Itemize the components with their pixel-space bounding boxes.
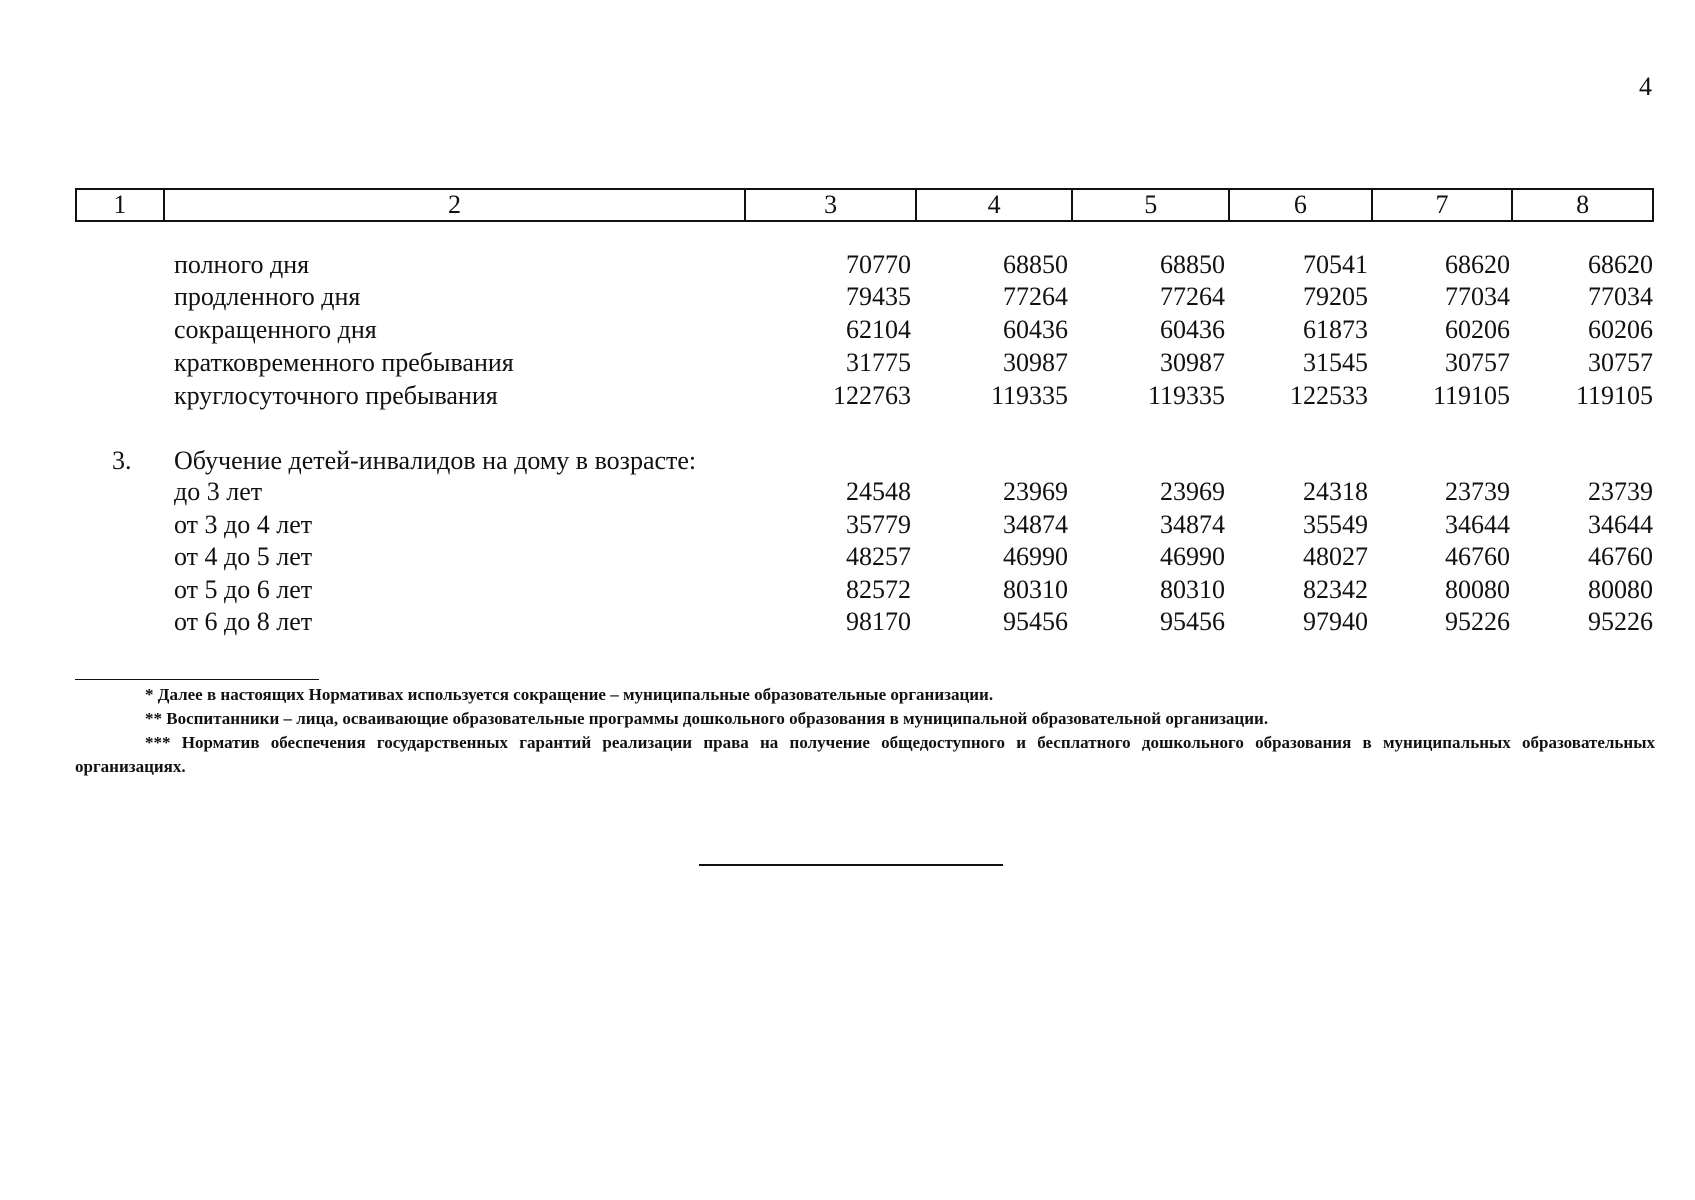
value-col-4: 60436 (1003, 315, 1068, 344)
row-label: до 3 лет (174, 477, 263, 506)
value-col-7: 119105 (1432, 381, 1510, 410)
section-heading-row (0, 445, 1695, 477)
value-col-5: 68850 (1160, 250, 1225, 279)
table-row (0, 249, 1695, 281)
value-col-6: 31545 (1303, 348, 1368, 377)
value-col-3: 62104 (846, 315, 911, 344)
header-col-1: 1 (77, 190, 165, 220)
value-col-5: 80310 (1160, 575, 1225, 604)
table-row (0, 541, 1695, 573)
table-row (0, 347, 1695, 379)
value-col-6: 48027 (1303, 542, 1368, 571)
value-col-8: 34644 (1588, 510, 1653, 539)
value-col-8: 77034 (1588, 282, 1653, 311)
footnotes (75, 683, 1655, 779)
header-col-7: 7 (1373, 190, 1514, 220)
value-col-4: 95456 (1003, 607, 1068, 636)
table-row (0, 281, 1695, 313)
value-col-5: 34874 (1160, 510, 1225, 539)
footnote-1: * Далее в настоящих Нормативах используется сокращение – муниципальные образовательные организации. (145, 685, 994, 704)
row-label: от 6 до 8 лет (174, 607, 313, 636)
table-row (0, 380, 1695, 412)
row-label: от 3 до 4 лет (174, 510, 313, 539)
value-col-4: 68850 (1003, 250, 1068, 279)
value-col-6: 70541 (1303, 250, 1368, 279)
value-col-7: 68620 (1445, 250, 1510, 279)
value-col-7: 80080 (1445, 575, 1510, 604)
value-col-3: 31775 (846, 348, 911, 377)
footnote-divider (75, 679, 319, 680)
header-col-8: 8 (1576, 190, 1590, 219)
value-col-8: 46760 (1588, 542, 1653, 571)
value-col-4: 46990 (1003, 542, 1068, 571)
value-col-6: 97940 (1303, 607, 1368, 636)
value-col-5: 30987 (1160, 348, 1225, 377)
value-col-8: 80080 (1588, 575, 1653, 604)
footnote-2: ** Воспитанники – лица, осваивающие образовательные программы дошкольного образования в муниципальной образовательной организации. (145, 709, 1269, 728)
value-col-6: 35549 (1303, 510, 1368, 539)
value-col-8: 68620 (1588, 250, 1653, 279)
table-row (0, 509, 1695, 541)
value-col-7: 34644 (1445, 510, 1510, 539)
table-row (0, 476, 1695, 508)
value-col-4: 119335 (990, 381, 1068, 410)
header-col-5: 5 (1073, 190, 1230, 220)
value-col-4: 23969 (1003, 477, 1068, 506)
value-col-3: 98170 (846, 607, 911, 636)
value-col-5: 119335 (1147, 381, 1225, 410)
value-col-8: 95226 (1588, 607, 1653, 636)
row-label: кратковременного пребывания (174, 348, 514, 377)
header-col-6: 6 (1230, 190, 1373, 220)
value-col-7: 30757 (1445, 348, 1510, 377)
header-col-3: 3 (746, 190, 917, 220)
value-col-3: 82572 (846, 575, 911, 604)
row-label: круглосуточного пребывания (174, 381, 498, 410)
value-col-3: 24548 (846, 477, 911, 506)
value-col-6: 82342 (1303, 575, 1368, 604)
value-col-8: 23739 (1588, 477, 1653, 506)
value-col-4: 34874 (1003, 510, 1068, 539)
value-col-6: 24318 (1303, 477, 1368, 506)
footnote-3: *** Норматив обеспечения государственных гарантий реализации права на получение общедоступного и бесплатного дошкольного образования в муниципальных образовательных организациях. (75, 733, 1655, 776)
value-col-4: 77264 (1003, 282, 1068, 311)
value-col-7: 95226 (1445, 607, 1510, 636)
value-col-7: 23739 (1445, 477, 1510, 506)
table-row (0, 606, 1695, 638)
value-col-7: 60206 (1445, 315, 1510, 344)
row-label: сокращенного дня (174, 315, 377, 344)
value-col-4: 30987 (1003, 348, 1068, 377)
value-col-6: 61873 (1303, 315, 1368, 344)
row-label: продленного дня (174, 282, 361, 311)
header-col-2: 2 (165, 190, 747, 220)
value-col-5: 46990 (1160, 542, 1225, 571)
section-number: 3. (112, 446, 132, 475)
value-col-3: 122763 (833, 381, 911, 410)
value-col-5: 60436 (1160, 315, 1225, 344)
value-col-6: 79205 (1303, 282, 1368, 311)
row-label: от 4 до 5 лет (174, 542, 313, 571)
value-col-7: 46760 (1445, 542, 1510, 571)
value-col-4: 80310 (1003, 575, 1068, 604)
row-label: полного дня (174, 250, 310, 279)
value-col-5: 23969 (1160, 477, 1225, 506)
value-col-3: 48257 (846, 542, 911, 571)
table-row (0, 314, 1695, 346)
value-col-8: 60206 (1588, 315, 1653, 344)
page-number: 4 (1639, 72, 1652, 101)
value-col-3: 79435 (846, 282, 911, 311)
value-col-6: 122533 (1290, 381, 1368, 410)
value-col-5: 77264 (1160, 282, 1225, 311)
header-col-4: 4 (917, 190, 1074, 220)
table-row (0, 574, 1695, 606)
value-col-7: 77034 (1445, 282, 1510, 311)
value-col-3: 35779 (846, 510, 911, 539)
section-title: Обучение детей-инвалидов на дому в возрасте: (174, 446, 697, 475)
value-col-5: 95456 (1160, 607, 1225, 636)
value-col-3: 70770 (846, 250, 911, 279)
value-col-8: 30757 (1588, 348, 1653, 377)
row-label: от 5 до 6 лет (174, 575, 313, 604)
value-col-8: 119105 (1575, 381, 1653, 410)
end-of-document-line (699, 864, 1003, 866)
